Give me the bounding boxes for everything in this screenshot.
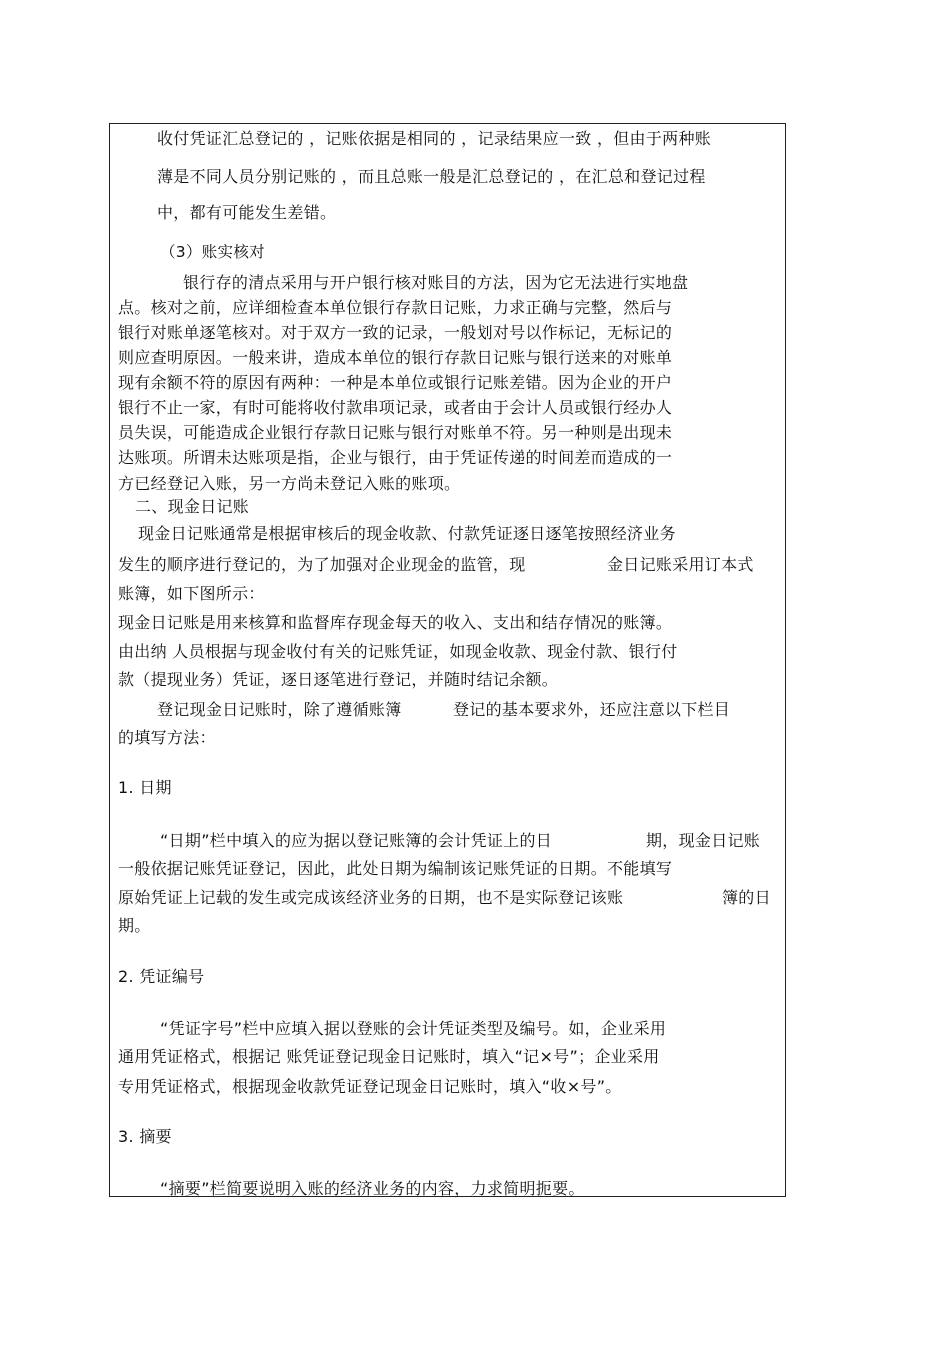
text-line: 达账项。所谓未达账项是指，企业与银行，由于凭证传递的时间差而造成的一 [118, 448, 673, 467]
text-line: 通用凭证格式，根据记 账凭证登记现金日记账时，填入“记×号”；企业采用 [118, 1047, 660, 1066]
text-line: 收付凭证汇总登记的 ，记账依据是相同的 ，记录结果应一致 ，但由于两种账 [157, 129, 712, 148]
text-line: 薄是不同人员分别记账的 ，而且总账一般是汇总登记的 ，在汇总和登记过程 [157, 167, 706, 186]
text-line: 现有余额不符的原因有两种：一种是本单位或银行记账差错。因为企业的开户 [118, 373, 673, 392]
text-line: 登记现金日记账时，除了遵循账簿 [157, 700, 402, 719]
text-line: “凭证字号”栏中应填入据以登账的会计凭证类型及编号。如，企业采用 [160, 1019, 667, 1038]
text-line: 现金日记账是用来核算和监督库存现金每天的收入、支出和结存情况的账簿。 [118, 613, 673, 632]
text-line: 账簿，如下图所示： [118, 584, 265, 603]
text-line: 期，现金日记账 [646, 831, 761, 850]
text-line: 的填写方法： [118, 728, 216, 747]
text-line: 登记的基本要求外，还应注意以下栏目 [453, 700, 731, 719]
text-line: 点。核对之前，应详细检查本单位银行存款日记账，力求正确与完整，然后与 [118, 298, 673, 317]
text-line: 簿的日 [722, 888, 771, 907]
section-heading: （3）账实核对 [160, 243, 265, 261]
text-line: 发生的顺序进行登记的，为了加强对企业现金的监管，现 [118, 555, 526, 574]
text-line: 则应查明原因。一般来讲，造成本单位的银行存款日记账与银行送来的对账单 [118, 348, 673, 367]
subsection-heading: 1. 日期 [118, 778, 172, 797]
subsection-heading: 2. 凭证编号 [118, 967, 205, 986]
text-line: 现金日记账通常是根据审核后的现金收款、付款凭证逐日逐笔按照经济业务 [138, 524, 676, 543]
text-line: 银行对账单逐笔核对。对于双方一致的记录，一般划对号以作标记，无标记的 [118, 323, 673, 342]
text-line: 银行不止一家，有时可能将收付款串项记录，或者由于会计人员或银行经办人 [118, 398, 673, 417]
text-line: 员失误，可能造成企业银行存款日记账与银行对账单不符。另一种则是出现未 [118, 423, 673, 442]
text-line: 一般依据记账凭证登记，因此，此处日期为编制该记账凭证的日期。不能填写 [118, 859, 673, 878]
text-line: “日期”栏中填入的应为据以登记账簿的会计凭证上的日 [160, 831, 553, 850]
text-line: 中，都有可能发生差错。 [157, 203, 337, 222]
text-line: 原始凭证上记载的发生或完成该经济业务的日期，也不是实际登记该账 [118, 888, 624, 907]
text-line: 专用凭证格式，根据现金收款凭证登记现金日记账时，填入“收×号”。 [118, 1077, 622, 1096]
subsection-heading: 3. 摘要 [118, 1127, 172, 1146]
text-line: 款（提现业务）凭证，逐日逐笔进行登记，并随时结记余额。 [118, 670, 559, 689]
text-line: 由出纳 人员根据与现金收付有关的记账凭证，如现金收款、现金付款、银行付 [118, 642, 678, 661]
text-line: 银行存的清点采用与开户银行核对账目的方法，因为它无法进行实地盘 [183, 273, 689, 292]
text-line: “摘要”栏简要说明入账的经济业务的内容，力求简明扼要。 [160, 1179, 585, 1198]
text-line: 期。 [118, 916, 151, 935]
text-line: 方已经登记入账，另一方尚未登记入账的账项。 [118, 474, 461, 493]
section-heading: 二、现金日记账 [135, 497, 250, 516]
text-line: 金日记账采用订本式 [607, 555, 754, 574]
